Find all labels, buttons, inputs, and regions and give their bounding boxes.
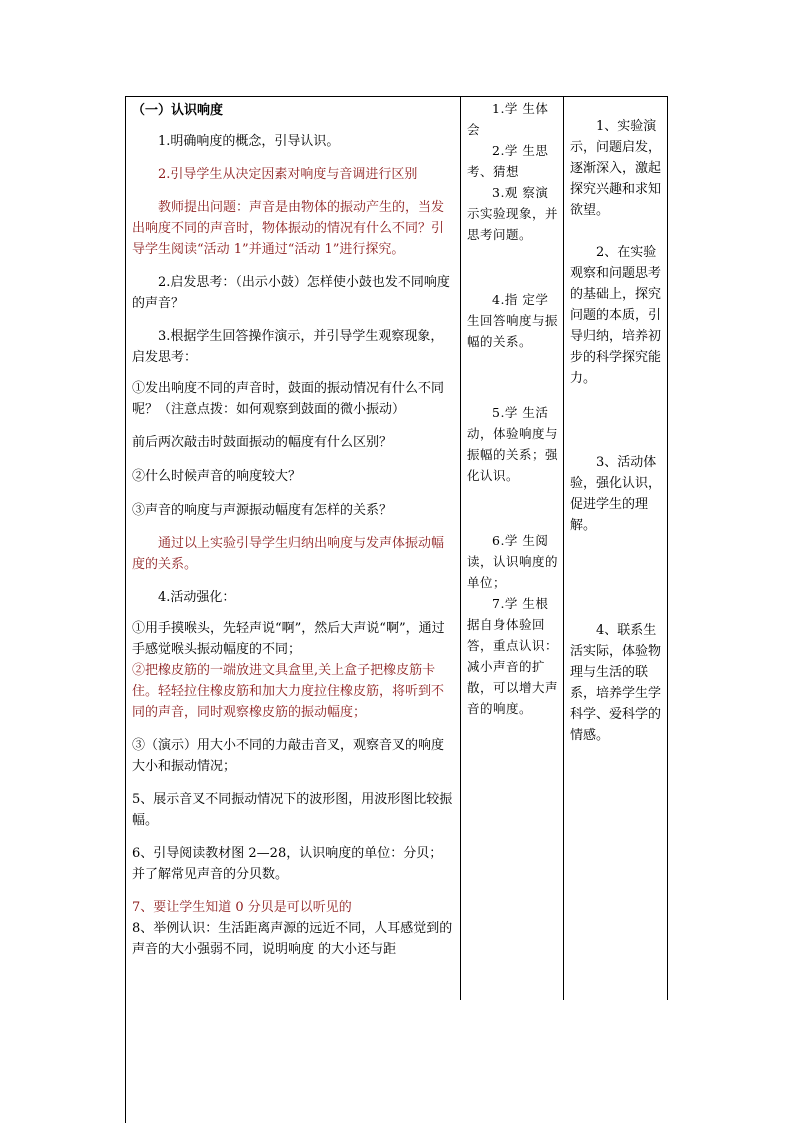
- teacher-activity-paragraph: ②把橡皮筋的一端放进文具盒里,关上盒子把橡皮筋卡住。轻轻拉住橡皮筋和加大力度拉住橡皮筋，将听到不同的声音，同时观察橡皮筋的振动幅度；: [132, 663, 445, 720]
- teacher-activity-paragraph: ①发出响度不同的声音时，鼓面的振动情况有什么不同呢？（注意点拨：如何观察到鼓面的微小振动）: [132, 381, 445, 417]
- teacher-activity-paragraph: 2.引导学生从决定因素对响度与音调进行区别: [158, 167, 418, 182]
- teacher-activity-column: [126, 96, 460, 960]
- table-right-border: [667, 96, 668, 1000]
- student-activity-item: 3.观 察演示实验现象，并思考问题。: [467, 185, 559, 242]
- teacher-activity-paragraph: 4.活动强化：: [158, 590, 236, 605]
- teacher-activity-paragraph: 6、引导阅读教材图 2—28，认识响度的单位：分贝；并了解常见声音的分贝数。: [132, 846, 443, 882]
- teacher-activity-paragraph: 8、举例认识：生活距离声源的远近不同，人耳感觉到的声音的大小强弱不同，说明响度 的大小还与距: [132, 921, 453, 957]
- design-intent-item: 3、活动体验，强化认识，促进学生的理解。: [570, 455, 662, 533]
- student-activity-list: [467, 98, 559, 719]
- design-intent-item: 1、实验演示，问题启发，逐渐深入，激起探究兴趣和求知欲望。: [570, 119, 662, 218]
- teacher-activity-paragraph: ②什么时候声音的响度较大？: [132, 469, 302, 484]
- teacher-activity-paragraph: 3.根据学生回答操作演示，并引导学生观察现象，启发思考：: [132, 329, 444, 365]
- student-activity-item: 4.指 定学生回答响度与振幅的关系。: [467, 292, 559, 349]
- teacher-activity-paragraph: ①用手摸喉头，先轻声说“啊”，然后大声说“啊”，通过手感觉喉头振动幅度的不同；: [132, 621, 445, 657]
- teacher-activity-paragraph: 2.启发思考：（出示小鼓）怎样使小鼓也发不同响度的声音？: [132, 275, 450, 311]
- teacher-activity-paragraph: 7、要让学生知道 0 分贝是可以听见的: [132, 900, 352, 915]
- student-activity-item: 5.学 生活动，体验响度与振幅的关系；强化认识。: [467, 405, 559, 483]
- teacher-activity-paragraph: ③声音的响度与声源振动幅度有怎样的关系？: [132, 503, 393, 518]
- teacher-activity-paragraph: 教师提出问题：声音是由物体的振动产生的，当发出响度不同的声音时，物体振动的情况有什么不同？引导学生阅读“活动 1”并通过“活动 1”进行探究。: [132, 200, 445, 257]
- teacher-activity-paragraph: 5、展示音叉不同振动情况下的波形图，用波形图比较振幅。: [132, 792, 453, 828]
- student-activity-item: 2.学 生思考、猜想: [467, 143, 549, 179]
- teacher-activity-paragraph: 1.明确响度的概念，引导认识。: [158, 134, 340, 149]
- design-intent-item: 2、在实验观察和问题思考的基础上，探究问题的本质，引导归纳，培养初步的科学探究能力。: [570, 245, 662, 386]
- teacher-activity-list: [132, 131, 454, 960]
- design-intent-column: [564, 96, 667, 746]
- design-intent-item: 4、联系生活实际，体验物理与生活的联系，培养学生学科学、爱科学的情感。: [570, 623, 662, 743]
- student-activity-column: [461, 96, 563, 719]
- section-title: （一）认识响度: [132, 103, 224, 118]
- lesson-plan-table: [125, 96, 668, 1123]
- student-activity-item: 1.学 生体会: [467, 101, 549, 137]
- teacher-activity-paragraph: 通过以上实验引导学生归纳出响度与发声体振动幅度的关系。: [132, 536, 445, 572]
- student-activity-item: 7.学 生根据自身体验回答，重点认识：减小声音的扩散，可以增大声音的响度。: [467, 596, 559, 716]
- design-intent-list: [570, 116, 663, 746]
- teacher-activity-paragraph: ③（演示）用大小不同的力敲击音叉，观察音叉的响度大小和振动情况；: [132, 738, 445, 774]
- student-activity-item: 6.学 生阅读，认识响度的单位；: [467, 533, 559, 590]
- teacher-activity-paragraph: 前后两次敲击时鼓面振动的幅度有什么区别？: [132, 435, 393, 450]
